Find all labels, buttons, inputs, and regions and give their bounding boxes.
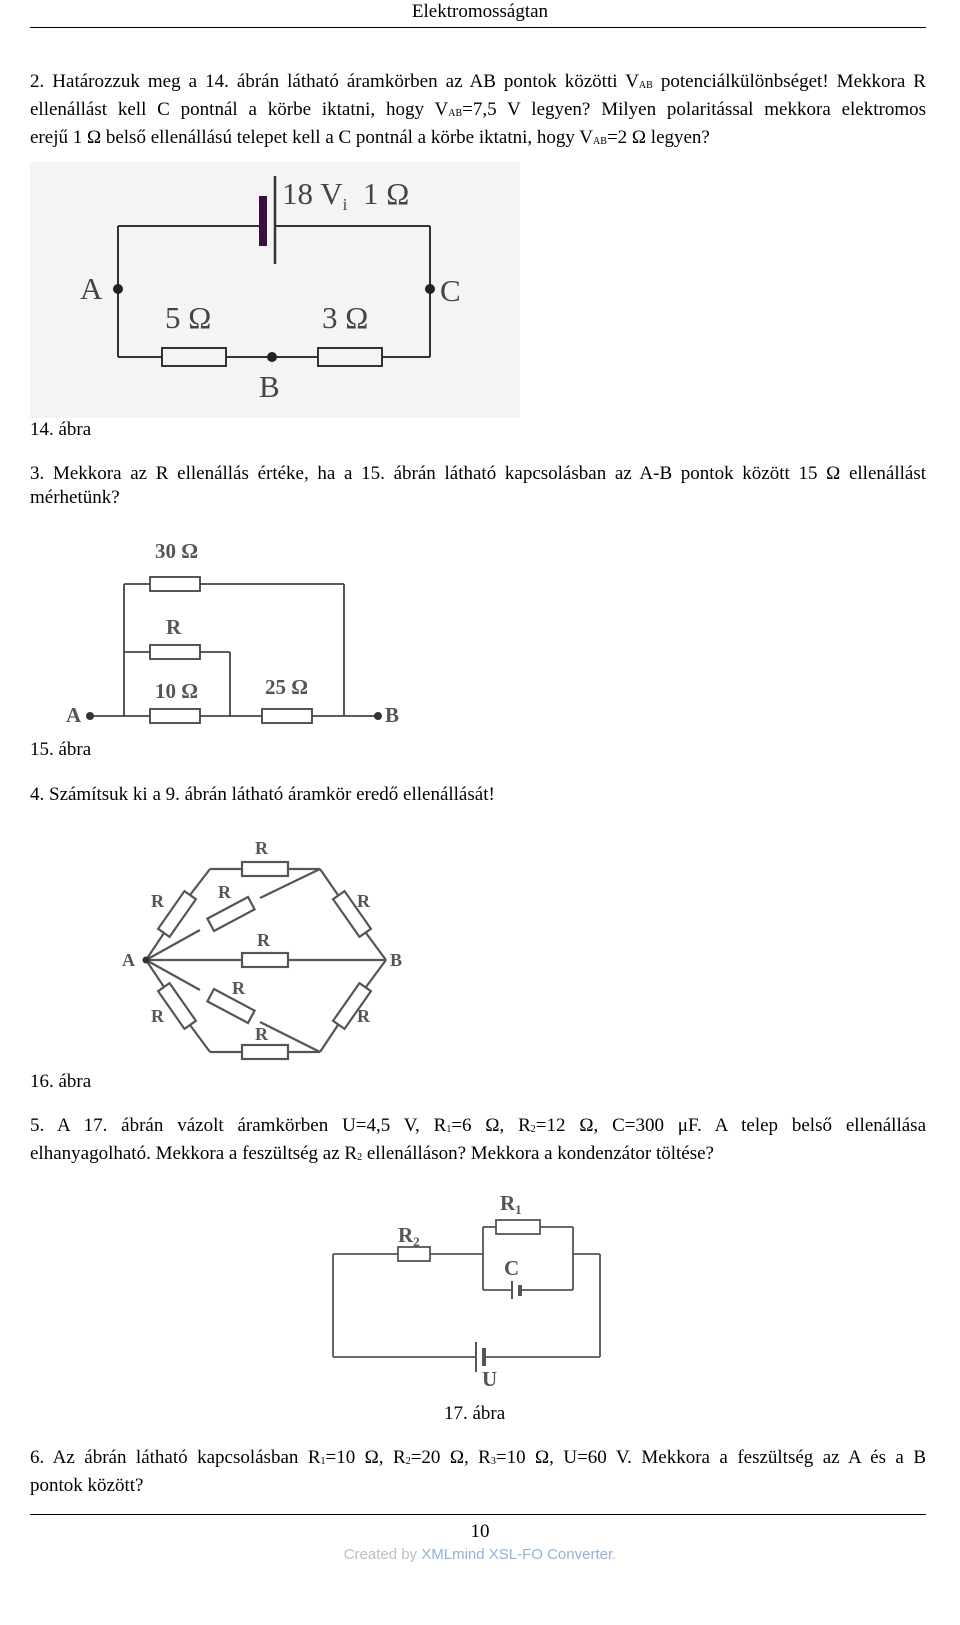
resistor-25-label: 25 Ω xyxy=(265,675,309,699)
figure-14-caption: 14. ábra xyxy=(30,419,92,440)
resistor-label-upper-left: R xyxy=(151,891,164,911)
figure-17-caption: 17. ábra xyxy=(444,1403,506,1424)
node-c-label: C xyxy=(440,273,461,308)
figure-15-circuit xyxy=(60,530,410,735)
resistor-label-lower-right: R xyxy=(357,1006,370,1026)
problem-4-line-1: 4. Számítsuk ki a 9. ábrán látható áramkör eredő ellenállását! xyxy=(30,784,495,805)
figure-15-caption: 15. ábra xyxy=(30,739,92,760)
problem-6-line-1: 6. Az ábrán látható kapcsolásban $R_1=10$ Ω, $R_2=20$ Ω, $R_3=10$ Ω, U=60 V. Mekkora a feszültség az A és a B xyxy=(30,1447,926,1468)
battery-internal-resistance: 1 Ω xyxy=(363,176,410,211)
node-a-label: A xyxy=(122,950,135,970)
r1-label: R1 xyxy=(500,1191,522,1217)
problem-3-line-2: mérhetünk? xyxy=(30,487,120,508)
page-number: 10 xyxy=(470,1521,490,1542)
resistor-label-bottom: R xyxy=(255,1024,268,1044)
resistor-r-label: R xyxy=(166,615,182,639)
figure-16-circuit xyxy=(110,830,430,1065)
problem-6 xyxy=(30,1446,926,1498)
r2-label: R2 xyxy=(398,1223,420,1249)
capacitor-label: C xyxy=(504,1256,520,1280)
resistor-5-label: 5 Ω xyxy=(165,300,212,335)
figure-14-circuit xyxy=(30,162,520,418)
problem-2-line-3: erejű 1 Ω belső ellenállású telepet kell a C pontnál a körbe iktatni, hogy $V_{AB}=2$ Ω legyen? xyxy=(30,127,710,148)
resistor-label-middle: R xyxy=(257,930,270,950)
problem-2-line-1: 2. Határozzuk meg a 14. ábrán látható áramkörben az AB pontok közötti $V_{AB}$ potenciálkülönbséget! Mekkora R xyxy=(30,71,926,92)
battery-negative-plate xyxy=(259,196,267,246)
problem-6-line-2: pontok között? xyxy=(30,1475,144,1496)
resistor-label-upper-right: R xyxy=(357,891,370,911)
generator-credit: Created by XMLmind XSL-FO Converter. xyxy=(343,1546,617,1563)
problem-2-line-2: ellenállást kell C pontnál a körbe iktatni, hogy $V_{AB}=7,5$ V legyen? Milyen polaritással mekkora elektromos xyxy=(30,99,927,120)
figure-17-circuit xyxy=(328,1182,634,1394)
resistor-3-label: 3 Ω xyxy=(322,300,369,335)
node-b-label: B xyxy=(259,369,280,404)
node-a-label: A xyxy=(66,703,82,727)
problem-4 xyxy=(30,783,926,807)
resistor-10-label: 10 Ω xyxy=(155,679,199,703)
problem-5-line-2: elhanyagolható. Mekkora a feszültség az $R_2$ ellenálláson? Mekkora a kondenzátor töltése? xyxy=(30,1143,714,1164)
problem-5 xyxy=(30,1114,926,1170)
resistor-label-lower-left: R xyxy=(151,1006,164,1026)
battery-emf-label: 18 Vi xyxy=(282,176,348,214)
page-header: Elektromosságtan xyxy=(411,1,549,22)
problem-3 xyxy=(30,462,926,510)
resistor-label-top: R xyxy=(255,838,268,858)
node-b-label: B xyxy=(385,703,400,727)
header-rule xyxy=(30,27,926,28)
problem-3-line-1: 3. Mekkora az R ellenállás értéke, ha a 15. ábrán látható kapcsolásban az A-B pontok között 15 Ω ellenállást xyxy=(30,463,926,484)
problem-5-line-1: 5. A 17. ábrán vázolt áramkörben U=4,5 V, $R_1=6$ Ω, $R_2=12$ Ω, C=300 μF. A telep belső ellenállása xyxy=(30,1115,927,1136)
generator-credit-link[interactable]: XMLmind XSL-FO Converter xyxy=(421,1546,613,1563)
resistor-label-lower-diag: R xyxy=(232,978,245,998)
figure-16-caption: 16. ábra xyxy=(30,1071,92,1092)
node-b-label: B xyxy=(390,950,403,970)
source-label: U xyxy=(482,1367,498,1391)
resistor-label-upper-diag: R xyxy=(218,882,231,902)
problem-2 xyxy=(30,70,926,154)
footer-rule xyxy=(30,1514,926,1515)
node-a-label: A xyxy=(80,271,103,306)
resistor-30-label: 30 Ω xyxy=(155,539,199,563)
